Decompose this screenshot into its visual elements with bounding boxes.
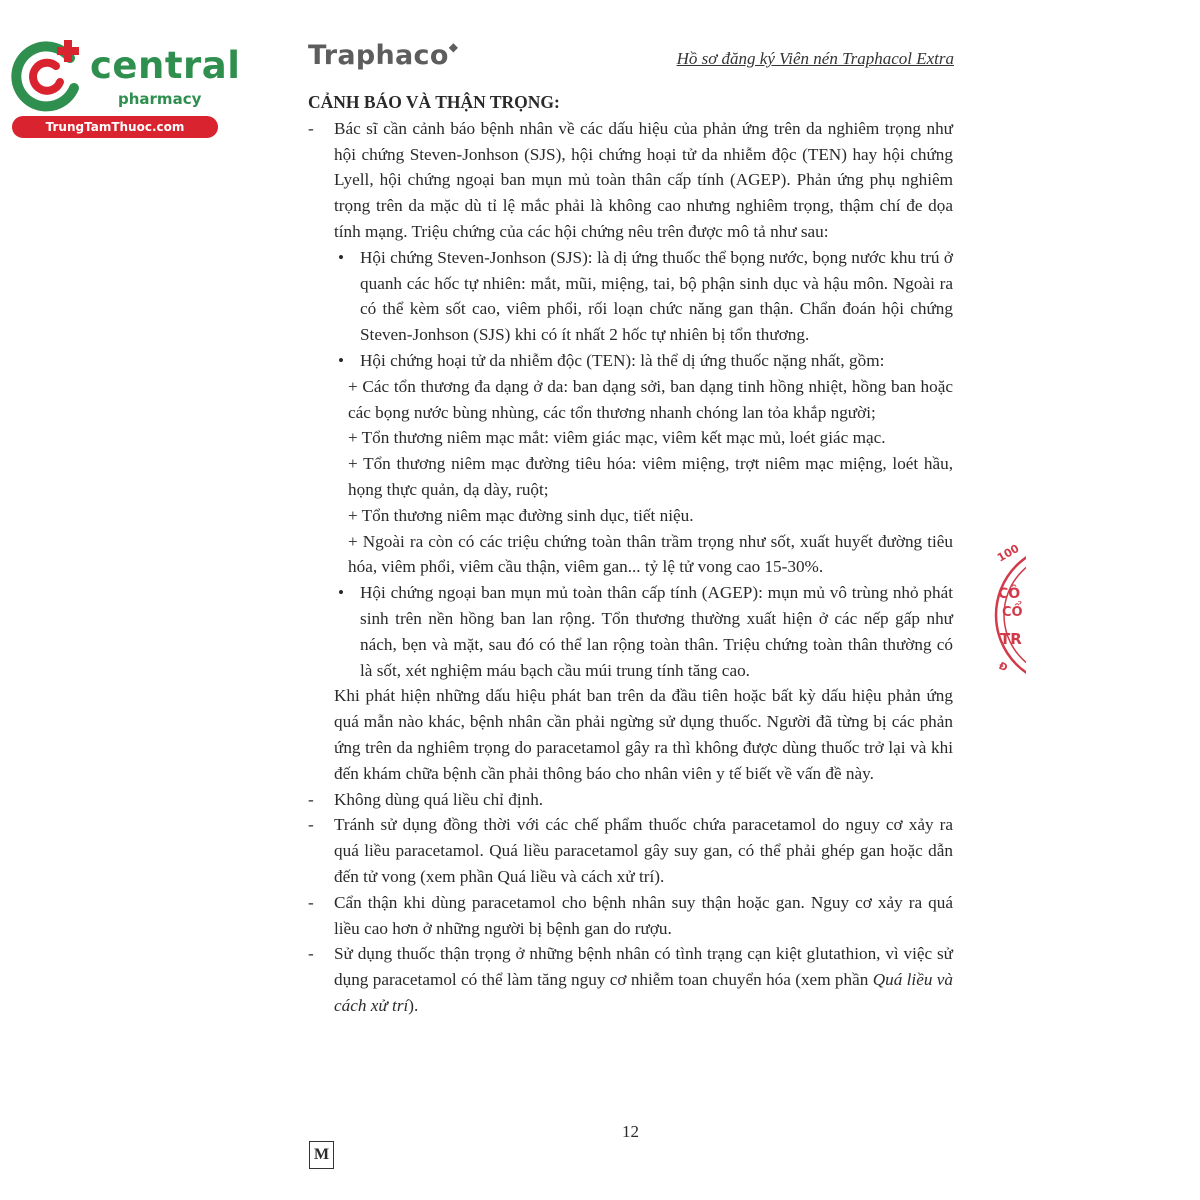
bullet-list bbox=[308, 245, 953, 684]
diamond-icon: ◆ bbox=[448, 40, 459, 54]
logo-sub-text: pharmacy bbox=[118, 90, 202, 108]
svg-text:TR: TR bbox=[1000, 630, 1022, 648]
svg-text:CỔ: CỔ bbox=[1002, 605, 1023, 620]
m-mark: M bbox=[309, 1141, 334, 1169]
last-item-suffix: ). bbox=[408, 995, 419, 1015]
bullet-sjs: • Hội chứng Steven-Jonhson (SJS): là dị ứng thuốc thể bọng nước, bọng nước khu trú ở quanh các hốc tự nhiên: mắt, mũi, miệng, tai, bộ phận sinh dục và hậu môn. Ngoài ra có thể kèm sốt cao, viêm phổi, rối loạn chức năng gan thận. Chẩn đoán hội chứng Steven-Jonhson (SJS) khi có ít nhất 2 hốc tự nhiên bị tổn thương. bbox=[334, 245, 953, 348]
ten-item: + Tổn thương niêm mạc đường tiêu hóa: viêm miệng, trợt niêm mạc miệng, loét hầu, họng thực quản, dạ dày, ruột; bbox=[348, 454, 953, 499]
dash-item: - Tránh sử dụng đồng thời với các chế phẩm thuốc chứa paracetamol do nguy cơ xảy ra quá liều paracetamol. Quá liều paracetamol gây suy gan, có thể phải ghép gan hoặc dẫn đến tử vong (xem phần Quá liều và cách xử trí). bbox=[308, 812, 953, 889]
svg-text:100: 100 bbox=[995, 541, 1022, 565]
logo-site-text: TrungTamThuoc.com bbox=[12, 116, 218, 138]
svg-text:Đ: Đ bbox=[996, 660, 1009, 675]
dash-item: - Không dùng quá liều chỉ định. bbox=[308, 787, 953, 813]
company-stamp bbox=[990, 540, 1026, 690]
svg-text:CÔ: CÔ bbox=[998, 586, 1021, 602]
stamp-seal-icon bbox=[990, 540, 1026, 690]
last-item-italic: Quá liều và cách xử trí bbox=[334, 970, 953, 1015]
section-title: CẢNH BÁO VÀ THẬN TRỌNG: bbox=[308, 92, 560, 112]
dash-item: - Cẩn thận khi dùng paracetamol cho bệnh nhân suy thận hoặc gan. Nguy cơ xảy ra quá liều cao hơn ở những người bị bệnh gan do rượu. bbox=[308, 890, 953, 942]
ten-item: + Tổn thương niêm mạc đường sinh dục, tiết niệu. bbox=[348, 505, 694, 525]
ten-item: + Tổn thương niêm mạc mắt: viêm giác mạc, viêm kết mạc mủ, loét giác mạc. bbox=[348, 428, 886, 448]
central-pharmacy-logo bbox=[8, 36, 241, 136]
document-title: Hồ sơ đăng ký Viên nén Traphacol Extra bbox=[676, 49, 954, 68]
intro-paragraph bbox=[308, 116, 953, 245]
ten-item: + Các tổn thương đa dạng ở da: ban dạng sởi, ban dạng tinh hồng nhiệt, hồng ban hoặc các bọng nước bùng nhùng, các tổn thương nhanh chóng lan tỏa khắp người; bbox=[348, 376, 953, 422]
bullet-agep: • Hội chứng ngoại ban mụn mủ toàn thân cấp tính (AGEP): mụn mủ vô trùng nhỏ phát sinh trên nền hồng ban lan rộng. Tổn thương thường xuất hiện ở các nếp gấp như nách, bẹn và mặt, sau đó có thể lan rộng toàn thân. Triệu chứng toàn thân thường có là sốt, xét nghiệm máu bạch cầu múi trung tính tăng cao. bbox=[334, 580, 953, 683]
bullet-ten: • Hội chứng hoại tử da nhiễm độc (TEN): là thể dị ứng thuốc nặng nhất, gồm: bbox=[334, 348, 953, 374]
closing-paragraph: Khi phát hiện những dấu hiệu phát ban trên da đầu tiên hoặc bất kỳ dấu hiệu phản ứng quá mẫn nào khác, bệnh nhân cần phải ngừng sử dụng thuốc. Người đã từng bị các phản ứng trên da nghiêm trọng do paracetamol gây ra thì không được dùng thuốc trở lại và khi đến khám chữa bệnh cần phải thông báo cho nhân viên y tế biết về vấn đề này. bbox=[334, 686, 953, 783]
warnings-section bbox=[308, 90, 953, 1019]
ten-item: + Ngoài ra còn có các triệu chứng toàn thân trầm trọng như sốt, xuất huyết đường tiêu hóa, viêm phổi, viêm cầu thận, viêm gan... tỷ lệ tử vong cao 15-30%. bbox=[348, 531, 953, 577]
pharmacy-cross-icon bbox=[8, 36, 88, 116]
traphaco-logo bbox=[308, 40, 458, 71]
dash-item-last bbox=[308, 941, 953, 1018]
company-logo-text: Traphaco bbox=[308, 40, 449, 71]
page-number: 12 bbox=[622, 1122, 639, 1141]
logo-brand-text: central bbox=[90, 44, 241, 87]
intro-text: Bác sĩ cần cảnh báo bệnh nhân về các dấu hiệu của phản ứng trên da nghiêm trọng như hội chứng Steven-Jonhson (SJS), hội chứng hoại tử da nhiễm độc (TEN) hay hội chứng Lyell, hội chứng ngoại ban mụn mủ toàn thân cấp tính (AGEP). Phản ứng phụ nghiêm trọng trên da mặc dù tỉ lệ mắc phải là không cao nhưng nghiêm trọng, thậm chí đe dọa tính mạng. Triệu chứng của các hội chứng nêu trên được mô tả như sau: bbox=[334, 118, 953, 241]
last-item-prefix: Sử dụng thuốc thận trọng ở những bệnh nhân có tình trạng cạn kiệt glutathion, vì việc sử dụng paracetamol có thể làm tăng nguy cơ nhiễm toan chuyển hóa (xem phần bbox=[334, 944, 953, 990]
